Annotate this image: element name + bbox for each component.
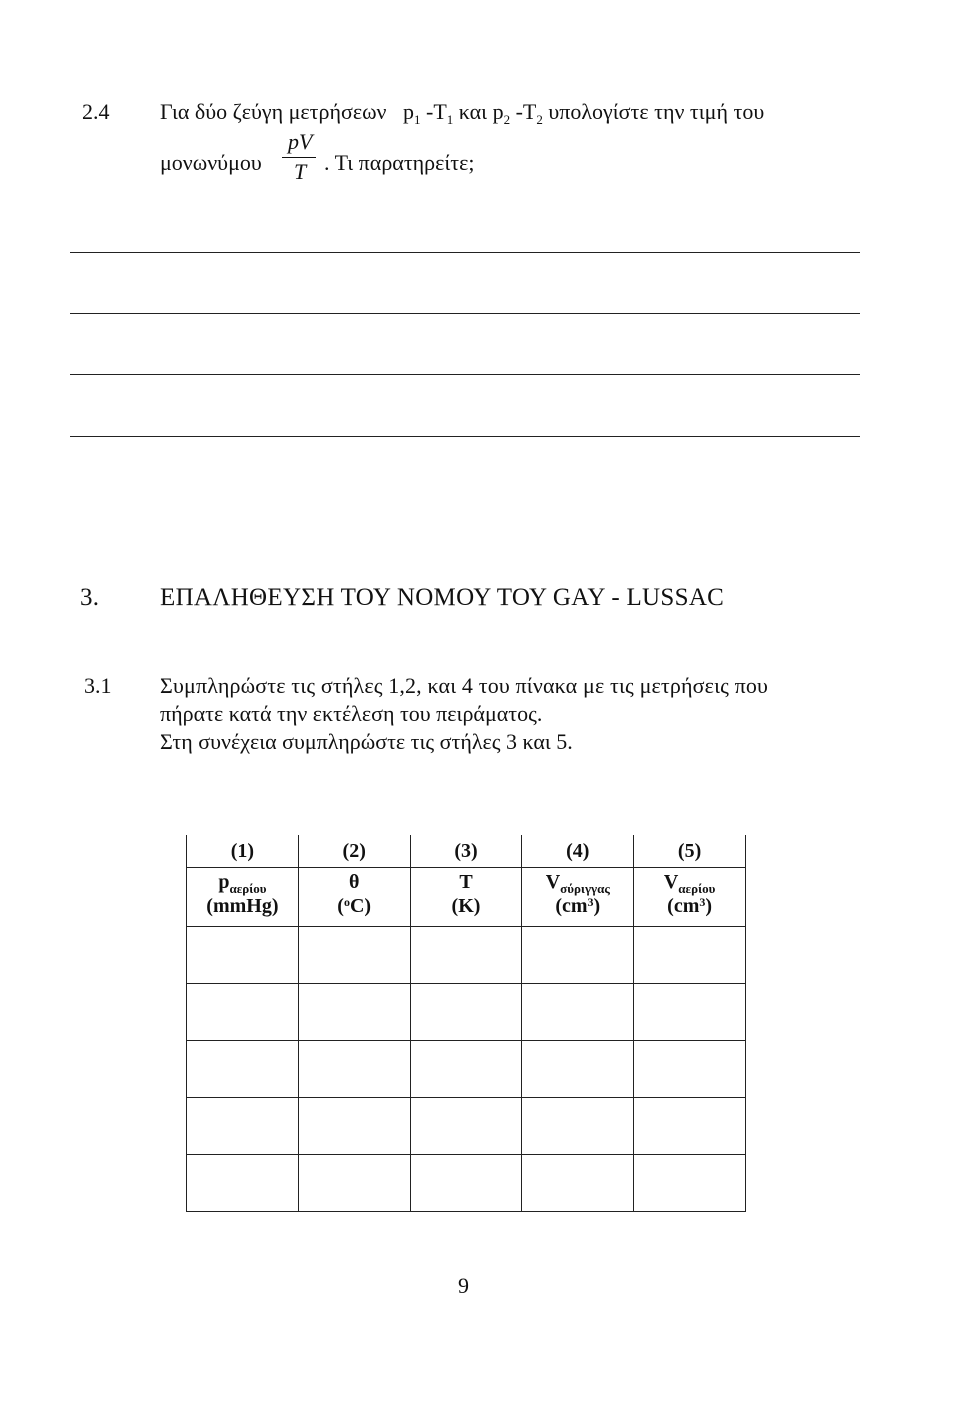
column-number: (4) [522,835,634,868]
column-symbol: T [459,871,473,893]
column-number: (5) [634,835,746,868]
conjunction: και [458,99,488,124]
table-row [187,1041,746,1098]
fraction-denominator: T [294,159,307,184]
column-unit: $(cm^3)$ [555,895,601,917]
table-cell[interactable] [298,1155,410,1212]
instruction-line-1: Συμπληρώστε τις στήλες 1,2, και 4 του πίνακα με τις μετρήσεις που [160,673,769,698]
table-cell[interactable] [410,984,522,1041]
question-text-line-1 [160,99,764,125]
table-cell[interactable] [522,1155,634,1212]
column-header [410,868,522,927]
table-cell[interactable] [298,984,410,1041]
table-cell[interactable] [522,1098,634,1155]
table-cell[interactable] [634,1041,746,1098]
column-header [187,868,299,927]
section-3-1-number: 3.1 [84,673,112,698]
answer-line [70,436,860,437]
column-number: (3) [410,835,522,868]
column-number: (1) [187,835,299,868]
answer-line [70,313,860,314]
table-cell[interactable] [187,1041,299,1098]
table-cell[interactable] [522,927,634,984]
fraction-bar [282,157,316,158]
table-cell[interactable] [298,1041,410,1098]
question-text-line-2-end: . Τι παρατηρείτε; [324,150,475,175]
table-cell[interactable] [187,1098,299,1155]
column-header [634,868,746,927]
section-3-number: 3. [80,584,100,611]
table-cell[interactable] [410,1155,522,1212]
table-cell[interactable] [187,1155,299,1212]
symbol-p2: $p_2$ [492,99,511,127]
instruction-line-3: Στη συνέχεια συμπληρώστε τις στήλες 3 και 5. [160,729,573,754]
answer-line [70,374,860,375]
question-text-end: υπολογίστε την τιμή του [548,99,765,124]
table-cell[interactable] [634,1155,746,1212]
column-symbol: $V_{\alpha\varepsilon\rho ίo\upsilon}$ [663,871,716,896]
table-cell[interactable] [634,927,746,984]
question-text: Για δύο ζεύγη μετρήσεων [160,99,387,124]
symbol-t2: $-T_2$ [515,99,543,127]
instruction-line-2: πήρατε κατά την εκτέλεση του πειράματος. [160,701,543,726]
column-header-row [187,868,746,927]
table-row [187,984,746,1041]
table-row [187,927,746,984]
measurement-table [186,835,746,1212]
table-cell[interactable] [187,927,299,984]
column-header [522,868,634,927]
column-symbol: θ [348,871,360,893]
column-unit: ($^o$C) [337,895,372,917]
column-number-row [187,835,746,868]
section-number: 2.4 [82,99,110,124]
table-row [187,1155,746,1212]
table-cell[interactable] [410,1098,522,1155]
table-cell[interactable] [410,927,522,984]
table-cell[interactable] [410,1041,522,1098]
column-number: (2) [298,835,410,868]
fraction-pv-over-t [282,129,322,189]
question-text-line-2: μονωνύμου [160,150,262,175]
table-cell[interactable] [298,927,410,984]
column-unit: (K) [451,895,481,917]
column-unit: (mmHg) [206,895,279,917]
table-row [187,1098,746,1155]
column-header [298,868,410,927]
table-cell[interactable] [298,1098,410,1155]
fraction-numerator: pV [288,129,313,154]
table-cell[interactable] [187,984,299,1041]
table-cell[interactable] [522,984,634,1041]
table-cell[interactable] [634,1098,746,1155]
column-symbol: $p_{\alpha\varepsilon\rho ίo\upsilon}$ [218,871,267,896]
answer-line [70,252,860,253]
page-number: 9 [458,1273,469,1298]
symbol-p1: $p_1$ [403,99,421,127]
table-cell[interactable] [634,984,746,1041]
section-3-title: ΕΠΑΛΗΘΕΥΣΗ ΤΟΥ ΝΟΜΟΥ ΤΟΥ GAY - LUSSAC [160,584,725,611]
symbol-t1: $-T_1$ [426,99,454,127]
column-symbol: $V_{\sigma ύ\rho\iota\gamma\gamma\alpha\varsigma}$ [545,871,610,896]
column-unit: $(cm^3)$ [667,895,713,917]
table-cell[interactable] [522,1041,634,1098]
